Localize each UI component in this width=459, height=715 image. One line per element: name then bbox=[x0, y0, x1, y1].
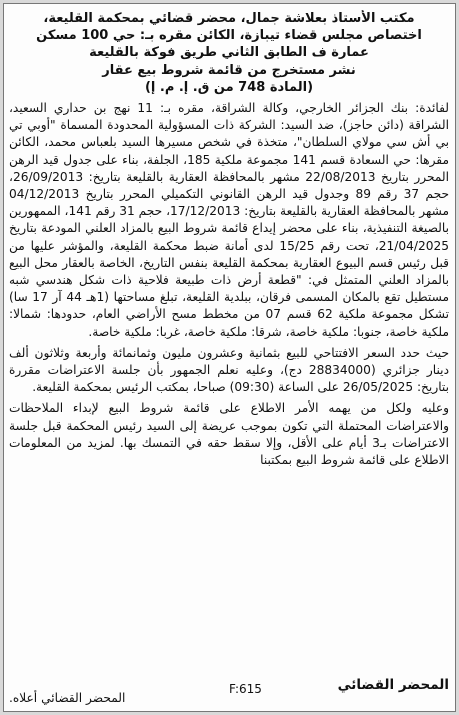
notice-footer bbox=[9, 677, 449, 707]
header-line-1: مكتب الأستاذ بعلاشة جمال، محضر قضائي بمحكمة القليعة، bbox=[43, 11, 415, 26]
notice-content bbox=[9, 10, 449, 707]
reference-code: F:615 bbox=[229, 682, 262, 696]
header-line-4: نشر مستخرج من قائمة شروط بيع عقار bbox=[102, 62, 356, 78]
header-line-3: عمارة ف الطابق الثاني طريق فوكة بالقليعة bbox=[89, 45, 369, 61]
header-line-5: (المادة 748 من ق. إ. م. إ) bbox=[144, 79, 314, 95]
signature-title: المحضر القضائي bbox=[337, 677, 449, 693]
document-page bbox=[3, 3, 456, 712]
header-line-2: اختصاص مجلس قضاء تيبازة، الكائن مقره بـ: حي 100 مسكن bbox=[36, 28, 422, 44]
closing-text: المحضر القضائي أعلاه. bbox=[9, 691, 126, 705]
paragraph-parties-and-property: لفائدة: بنك الجزائر الخارجي، وكالة الشراقة، مقره بـ: 11 نهج بن حداري السعيد، الشراقة (دائن حاجز)، ضد السيد: الشركة ذات المسؤولية المحدودة المسماة "أوبي تي بي أش سي مولاي السلطان"، متخذة في شخص مسيرها السيد بلعباس محمد، الكائن مقرها: حي السعادة قسم 141 مجموعة ملكية 185، الجلفة، بناء على جدول قيد الرهن المحرر بتاريخ 22/08/2013 مشهر بالمحافظة العقارية بالقليعة بتاريخ: 26/09/2013، حجم 37 رقم 89 وجدول قيد الرهن القانوني التكميلي المحرر بتاريخ 04/12/2013 مشهر بالمحافظة العقارية بالقليعة بتاريخ: 17/12/2013، حجم 31 رقم 141، الممهورين بالصيغة التنفيذية، بناء على محضر إيداع قائمة شروط البيع بالمزاد العلني المودعة بتاريخ 21/04/2025، تحت رقم 15/25 لدى أمانة ضبط محكمة القليعة، والمؤشر عليها من قبل رئيس قسم البيوع العقارية بمحكمة القليعة بنفس التاريخ، الخاصة بالعقار محل البيع بالمزاد العلني المتمثل في: "قطعة أرض ذات طبيعة فلاحية ذات شكل هندسي شبه مستطيل تقع بالمكان المسمى فرقان، ببلدية القليعة، تبلغ مساحتها (1هـ 44 آر 17 سا) تشكل مجموعة ملكية 62 قسم 07 من مخطط مسح الأراضي العام، حدودها: شمالا: ملكية خاصة، جنوبا: ملكية خاصة، شرقا: ملكية خاصة، غربا: ملكية خاصة. bbox=[9, 101, 449, 339]
paragraph-objections: وعليه ولكل من يهمه الأمر الاطلاع على قائمة شروط البيع لإبداء الملاحظات والاعتراضات المحتملة التي تكون بموجب عريضة إلى السيد رئيس المحكمة قبل جلسة الاعتراضات بـ3 أيام على الأقل، وإلا سقط حقه في التمسك بها. لمزيد من المعلومات الاطلاع على قائمة شروط البيع بمكتبنا bbox=[9, 401, 449, 468]
notice-header bbox=[9, 10, 449, 96]
paragraph-opening-price: حيث حدد السعر الافتتاحي للبيع بثمانية وعشرون مليون وثمانمائة وأربعة وثلاثون ألف دينار جزائري (28834000 دج)، وعليه نعلم الجمهور بأن جلسة الاعتراضات مقررة بتاريخ: 26/05/2025 على الساعة (09:30) صباحا، بمكتب الرئيس بمحكمة القليعة. bbox=[9, 345, 449, 395]
